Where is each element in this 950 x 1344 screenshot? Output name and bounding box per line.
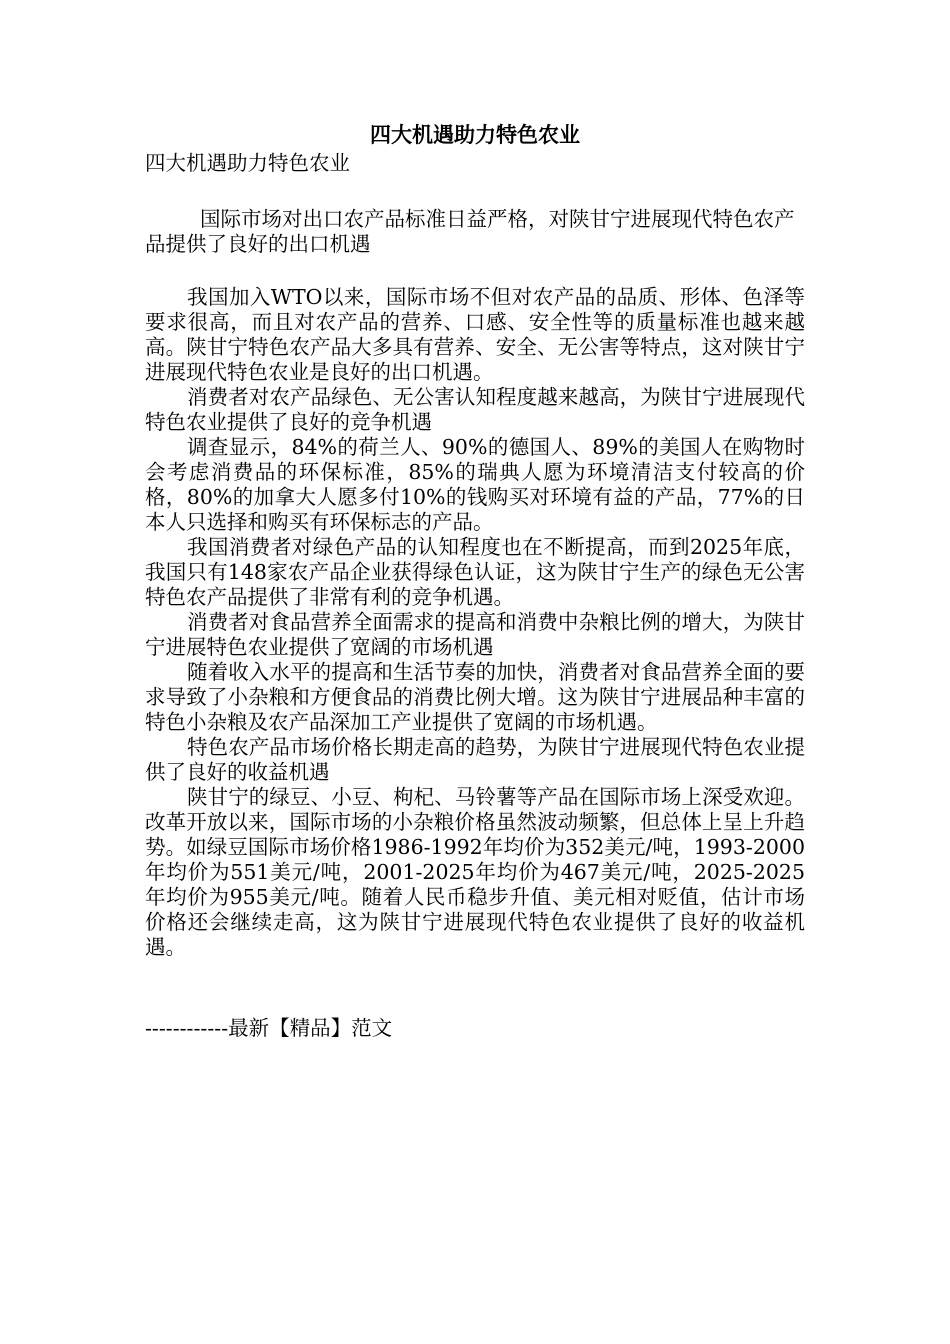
body-paragraph: 我国加入WTO以来，国际市场不但对农产品的品质、形体、色泽等要求很高，而且对农产品的营养、口感、安全性等的质量标准也越来越高。陕甘宁特色农产品大多具有营养、安全、无公害等特点，这对陕甘宁进展现代特色农业是良好的出口机遇。 — [145, 285, 805, 384]
body-paragraph: 特色农产品市场价格长期走高的趋势，为陕甘宁进展现代特色农业提供了良好的收益机遇 — [145, 735, 805, 784]
body-paragraph: 陕甘宁的绿豆、小豆、枸杞、马铃薯等产品在国际市场上深受欢迎。改革开放以来，国际市场的小杂粮价格虽然波动频繁，但总体上呈上升趋势。如绿豆国际市场价格1986-1992年均价为352美元/吨，1993-2000年均价为551美元/吨，2001-2025年均价为467美元/吨，2025-2025年均价为955美元/吨。随着人民币稳步升值、美元相对贬值，估计市场价格还会继续走高，这为陕甘宁进展现代特色农业提供了良好的收益机遇。 — [145, 785, 805, 959]
body-paragraph: 我国消费者对绿色产品的认知程度也在不断提高，而到2025年底，我国只有148家农产品企业获得绿色认证，这为陕甘宁生产的绿色无公害特色农产品提供了非常有利的竞争机遇。 — [145, 535, 805, 609]
body-paragraph: 随着收入水平的提高和生活节奏的加快，消费者对食品营养全面的要求导致了小杂粮和方便食品的消费比例大增。这为陕甘宁进展品种丰富的特色小杂粮及农产品深加工产业提供了宽阔的市场机遇。 — [145, 660, 805, 734]
body-paragraph: 消费者对食品营养全面需求的提高和消费中杂粮比例的增大，为陕甘宁进展特色农业提供了宽阔的市场机遇 — [145, 610, 805, 659]
body-paragraph: 消费者对农产品绿色、无公害认知程度越来越高，为陕甘宁进展现代特色农业提供了良好的竞争机遇 — [145, 385, 805, 434]
section-heading: 国际市场对出口农产品标准日益严格，对陕甘宁进展现代特色农产品提供了良好的出口机遇 — [145, 207, 795, 256]
document-title: 四大机遇助力特色农业 — [370, 123, 580, 147]
document-footer: ------------最新【精品】范文 — [145, 1016, 393, 1040]
body-paragraph: 调查显示，84%的荷兰人、90%的德国人、89%的美国人在购物时会考虑消费品的环保标准，85%的瑞典人愿为环境清洁支付较高的价格，80%的加拿大人愿多付10%的钱购买对环境有益的产品，77%的日本人只选择和购买有环保标志的产品。 — [145, 435, 805, 534]
document-page — [145, 120, 805, 1042]
document-subtitle: 四大机遇助力特色农业 — [145, 151, 350, 175]
